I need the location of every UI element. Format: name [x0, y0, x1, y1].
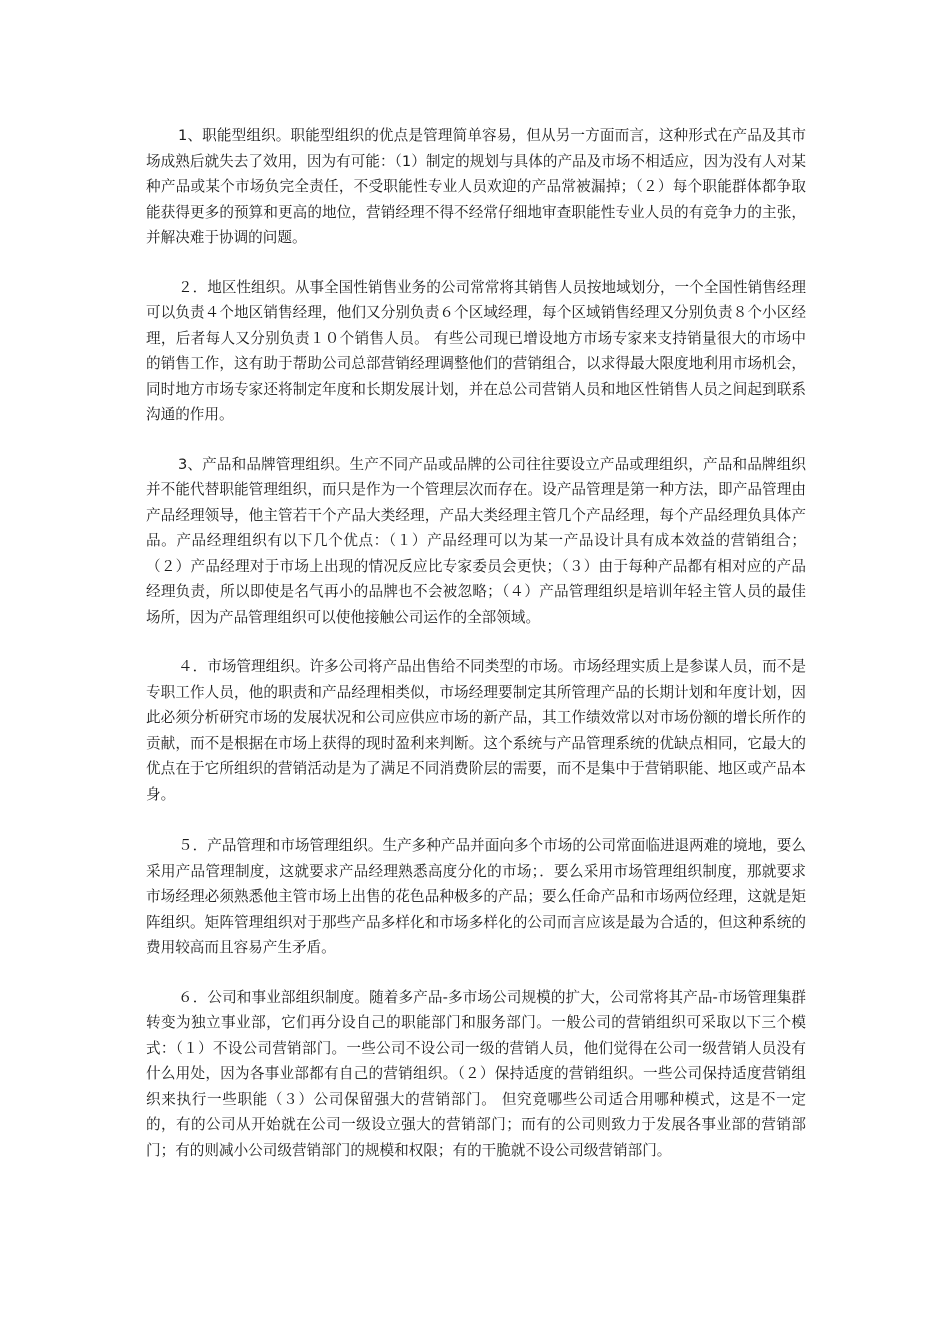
paragraph-market-management-organization: ４．市场管理组织。许多公司将产品出售给不同类型的市场。市场经理实质上是参谋人员，而不是专职工作人员，他的职责和产品经理相类似，市场经理要制定其所管理产品的长期计划和年度计划，因此必须分析研究市场的发展状况和公司应供应市场的新产品，其工作绩效常以对市场份额的增长所作的贡献，而不是根据在市场上获得的现时盈利来判断。这个系统与产品管理系统的优缺点相同，它最大的优点在于它所组织的营销活动是为了满足不同消费阶层的需要，而不是集中于营销职能、地区或产品本身。 [146, 658, 806, 803]
paragraph-product-brand-organization: 3、产品和品牌管理组织。生产不同产品或品牌的公司往往要设立产品或理组织，产品和品牌组织并不能代替职能管理组织，而只是作为一个管理层次而存在。设产品管理是第一种方法，即产品管理由产品经理领导，他主管若干个产品大类经理，产品大类经理主管几个产品经理，每个产品经理负具体产品。产品经理组织有以下几个优点：（１）产品经理可以为某一产品设计具有成本效益的营销组合；（２）产品经理对于市场上出现的情况反应比专家委员会更快；（３）由于每种产品都有相对应的产品经理负责，所以即使是名气再小的品牌也不会被忽略；（４）产品管理组织是培训年轻主管人员的最佳场所，因为产品管理组织可以使他接触公司运作的全部领域。 [146, 455, 806, 626]
paragraph-functional-organization: 1、职能型组织。职能型组织的优点是管理简单容易，但从另一方面而言，这种形式在产品及其市场成熟后就失去了效用，因为有可能：（1）制定的规划与具体的产品及市场不相适应，因为没有人对某种产品或某个市场负完全责任，不受职能性专业人员欢迎的产品常被漏掉；（２）每个职能群体都争取能获得更多的预算和更高的地位，营销经理不得不经常仔细地审查职能性专业人员的有竞争力的主张，并解决难于协调的问题。 [146, 127, 806, 246]
paragraph-corporate-division-organization: ６．公司和事业部组织制度。随着多产品-多市场公司规模的扩大，公司常将其产品-市场管理集群转变为独立事业部，它们再分设自己的职能部门和服务部门。一般公司的营销组织可采取以下三个模式：（１）不设公司营销部门。一些公司不设公司一级的营销人员，他们觉得在公司一级营销人员没有什么用处，因为各事业部都有自己的营销组织。（２）保持适度的营销组织。一些公司保持适度营销组织来执行一些职能（３）公司保留强大的营销部门。 但究竟哪些公司适合用哪种模式，这是不一定的，有的公司从开始就在公司一级设立强大的营销部门；而有的公司则致力于发展各事业部的营销部门；有的则减小公司级营销部门的规模和权限；有的干脆就不设公司级营销部门。 [146, 988, 806, 1159]
document-body [146, 123, 806, 1187]
paragraph-regional-organization: ２．地区性组织。从事全国性销售业务的公司常常将其销售人员按地域划分，一个全国性销售经理可以负责４个地区销售经理，他们又分别负责６个区域经理，每个区域销售经理又分别负责８个小区经理，后者每人又分别负责１０个销售人员。 有些公司现已增设地方市场专家来支持销量很大的市场中的销售工作，这有助于帮助公司总部营销经理调整他们的营销组合，以求得最大限度地利用市场机会，同时地方市场专家还将制定年度和长期发展计划，并在总公司营销人员和地区性销售人员之间起到联系沟通的作用。 [146, 278, 806, 423]
paragraph-product-market-matrix-organization: ５．产品管理和市场管理组织。生产多种产品并面向多个市场的公司常面临进退两难的境地，要么采用产品管理制度，这就要求产品经理熟悉高度分化的市场；．要么采用市场管理组织制度，那就要求市场经理必须熟悉他主管市场上出售的花色品种极多的产品；要么任命产品和市场两位经理，这就是矩阵组织。矩阵管理组织对于那些产品多样化和市场多样化的公司而言应该是最为合适的，但这种系统的费用较高而且容易产生矛盾。 [146, 837, 806, 956]
